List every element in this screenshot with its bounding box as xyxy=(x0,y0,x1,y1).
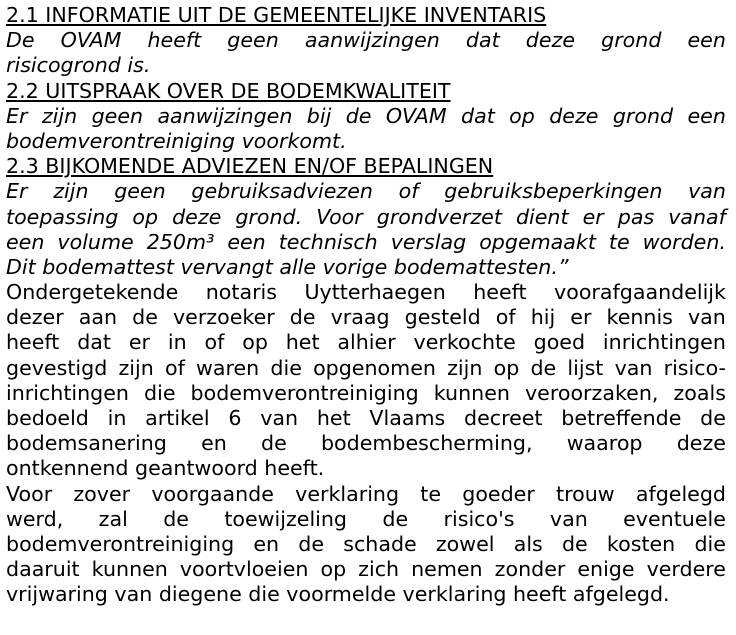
paragraph-line: vrijwaring van diegene die voormelde verklaring heeft afgelegd. xyxy=(6,582,670,607)
paragraph-line: ontkennend geantwoord heeft. xyxy=(6,456,325,481)
paragraph-line: gevestigd zijn of waren die opgenomen zijn op de lijst van risico- xyxy=(6,355,726,380)
paragraph-line: bodemsanering en de bodembescherming, waarop deze xyxy=(6,431,726,456)
paragraph-line: Voor zover voorgaande verklaring te goeder trouw afgelegd xyxy=(6,481,726,506)
section-text-line: bodemverontreiniging voorkomt. xyxy=(6,128,347,153)
section-text-line: toepassing op deze grond. Voor grondverzet dient er pas vanaf xyxy=(6,204,726,229)
paragraph-line: dezer aan de verzoeker de vraag gesteld of hij er kennis van xyxy=(6,305,726,330)
paragraph-line: bedoeld in artikel 6 van het Vlaams decreet betreffende de xyxy=(6,406,726,430)
section-heading: 2.1 INFORMATIE UIT DE GEMEENTELIJKE INVENTARIS xyxy=(6,3,547,27)
section-text-line: Er zijn geen gebruiksadviezen of gebruiksbeperkingen van xyxy=(6,179,726,204)
section-text-line: risicogrond is. xyxy=(6,53,151,78)
paragraph-line: daaruit kunnen voortvloeien op zich nemen zonder enige verdere xyxy=(6,557,726,582)
section-text-line: een volume 250m³ een technisch verslag opgemaakt te worden. xyxy=(6,229,726,254)
section-heading: 2.2 UITSPRAAK OVER DE BODEMKWALITEIT xyxy=(6,78,451,103)
paragraph-line: heeft dat er in of op het alhier verkochte goed inrichtingen xyxy=(6,330,726,355)
section-heading: 2.3 BIJKOMENDE ADVIEZEN EN/OF BEPALINGEN xyxy=(6,154,494,179)
section-text-line: Er zijn geen aanwijzingen bij de OVAM dat op deze grond een xyxy=(6,103,726,128)
paragraph-line: werd, zal de toewijzeling de risico's van eventuele xyxy=(6,506,726,531)
paragraph-line: bodemverontreiniging en de schade zowel als de kosten die xyxy=(6,531,726,556)
section-text-line: Dit bodemattest vervangt alle vorige bodemattesten.” xyxy=(6,254,569,279)
paragraph-line: Ondergetekende notaris Uytterhaegen heeft voorafgaandelijk xyxy=(6,280,726,305)
paragraph-line: inrichtingen die bodemverontreiniging kunnen veroorzaken, zoals xyxy=(6,380,726,405)
section-text-line: De OVAM heeft geen aanwijzingen dat deze grond een xyxy=(6,28,726,53)
document-body xyxy=(6,3,726,608)
